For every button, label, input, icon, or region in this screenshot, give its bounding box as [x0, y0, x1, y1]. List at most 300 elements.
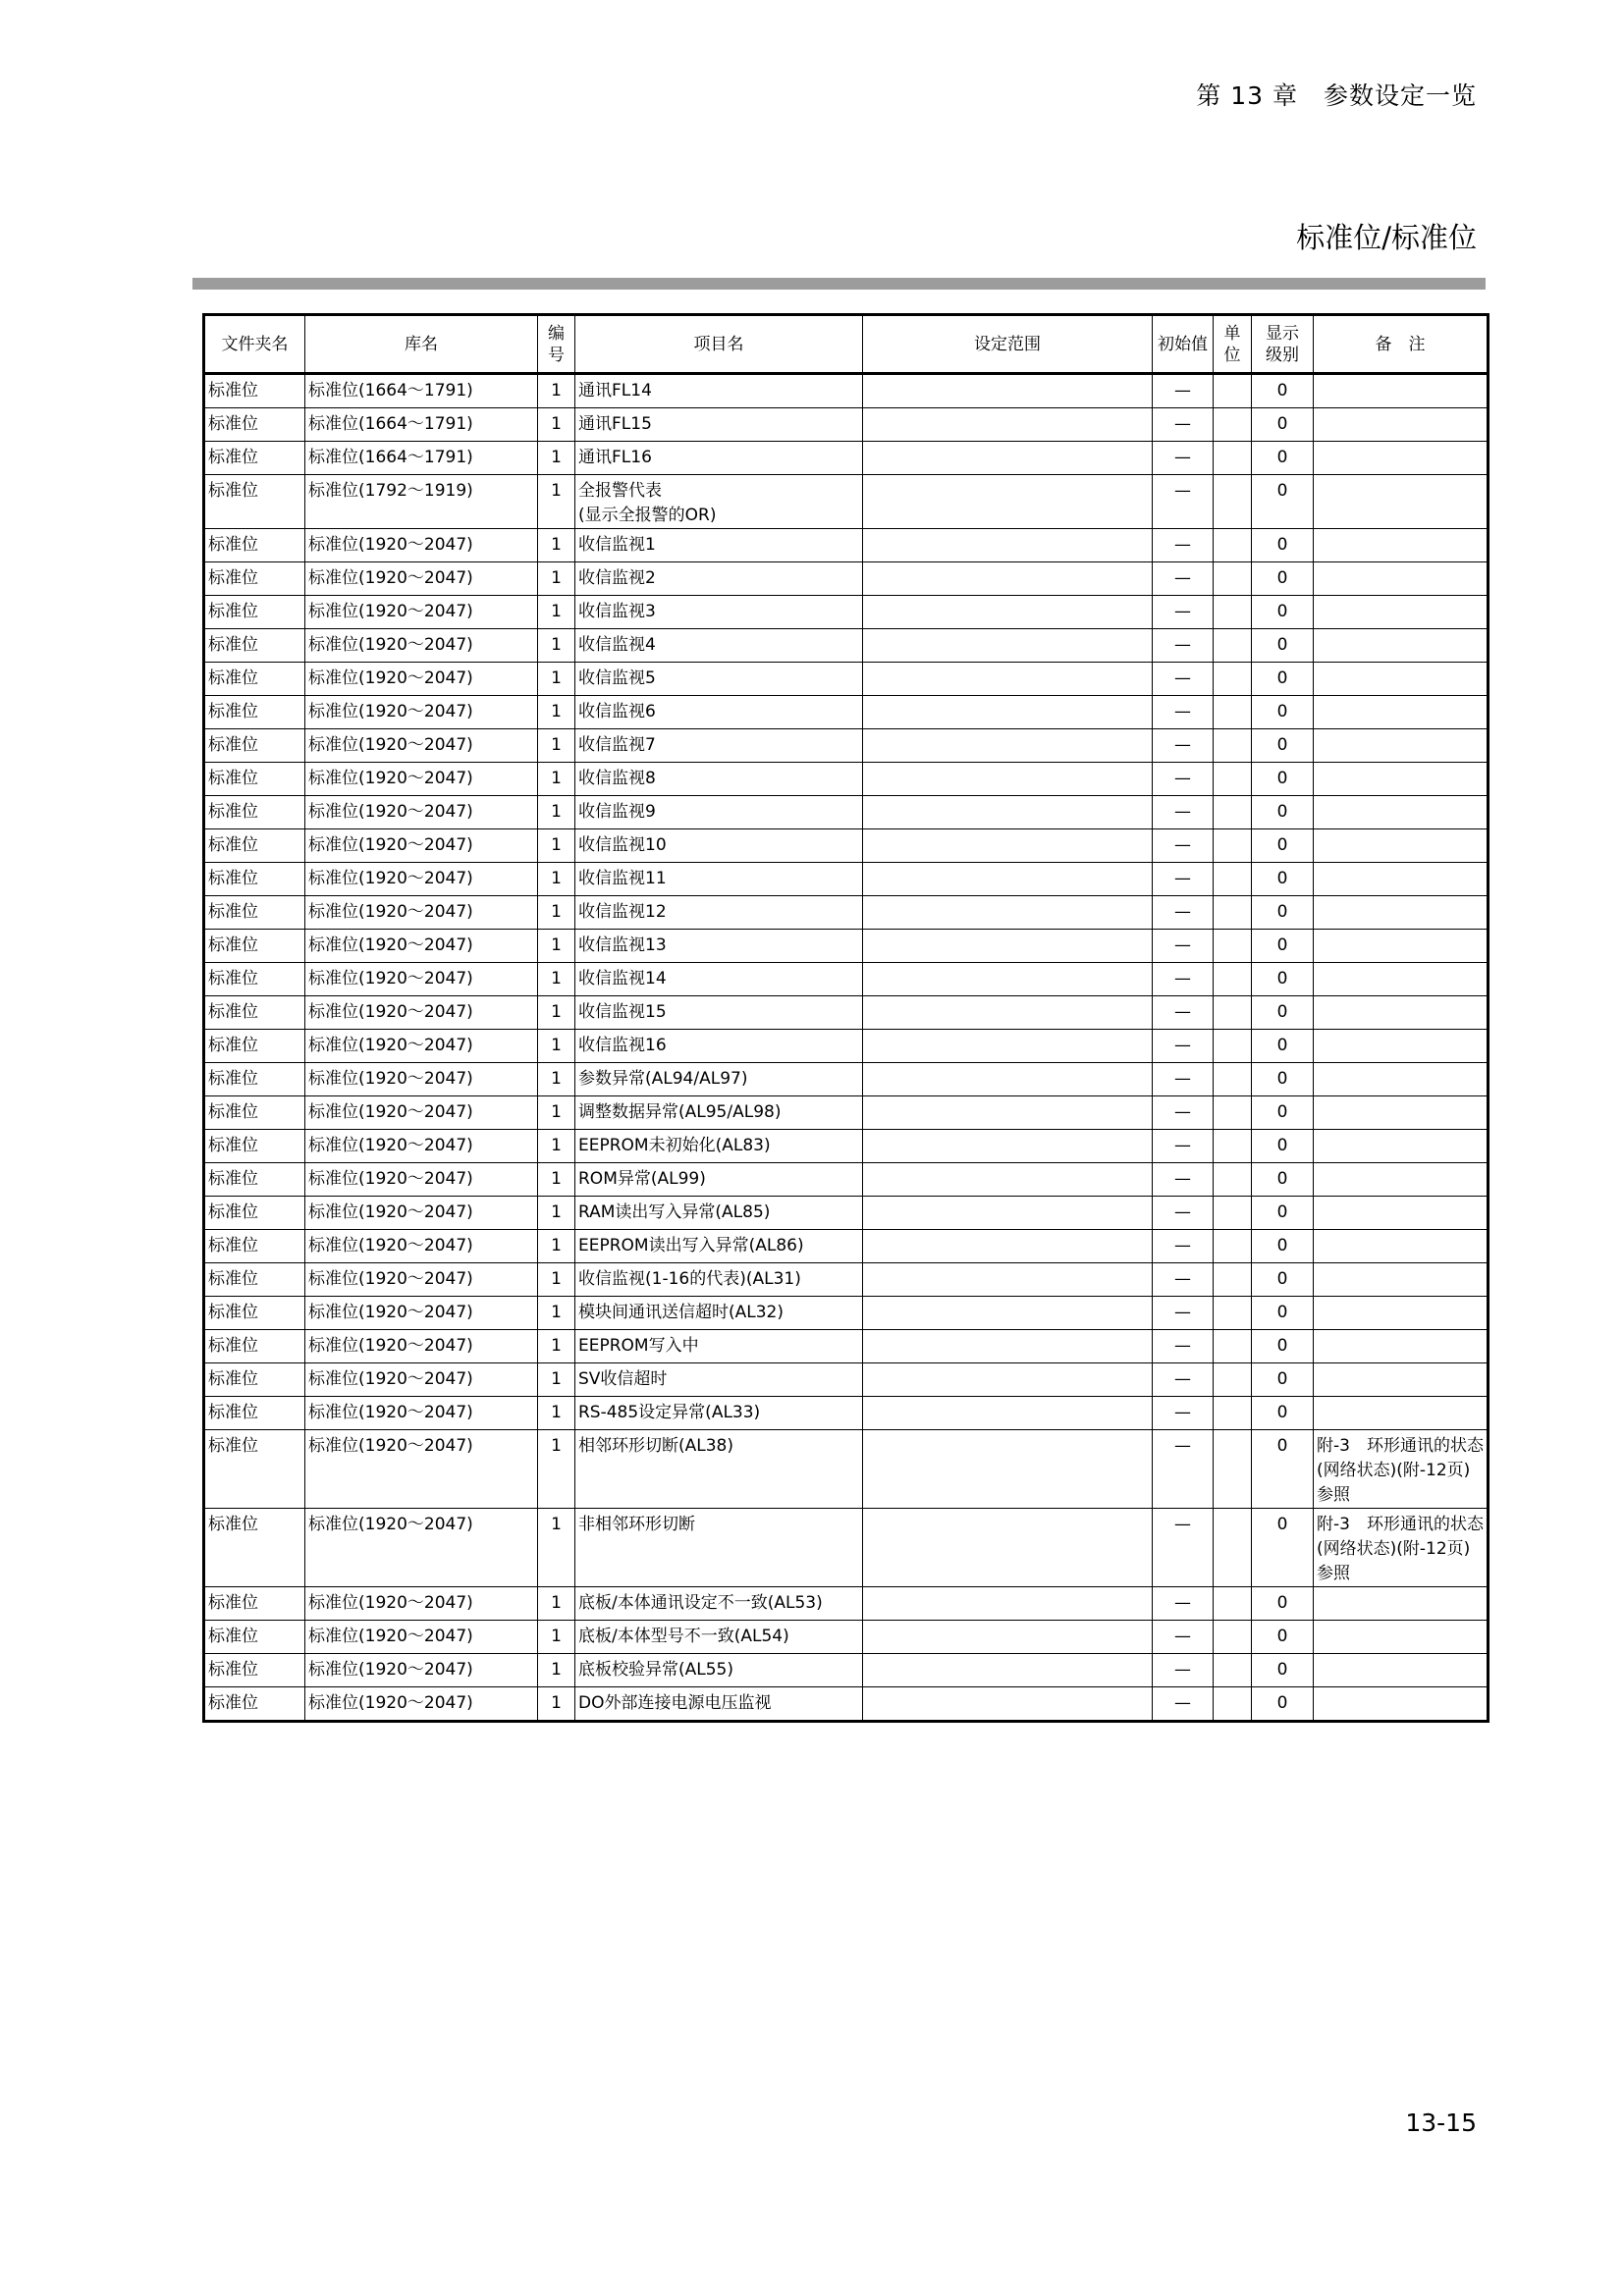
cell-initial-value: — [1153, 1430, 1214, 1509]
cell-number: 1 [538, 1430, 575, 1509]
cell-library: 标准位(1920～2047) [305, 629, 538, 663]
cell-unit [1214, 1263, 1252, 1297]
parameter-table [202, 313, 1489, 1723]
table-row [204, 1096, 1489, 1130]
table-row [204, 1430, 1489, 1509]
cell-setting-range [863, 374, 1153, 408]
cell-setting-range [863, 1163, 1153, 1197]
cell-note [1314, 1063, 1489, 1096]
cell-note [1314, 1297, 1489, 1330]
cell-note: 附-3 环形通讯的状态(网络状态)(附-12页)参照 [1314, 1509, 1489, 1587]
cell-note [1314, 562, 1489, 596]
cell-number: 1 [538, 1230, 575, 1263]
table-row [204, 763, 1489, 796]
table-row [204, 529, 1489, 562]
cell-number: 1 [538, 963, 575, 996]
cell-number: 1 [538, 1363, 575, 1397]
cell-library: 标准位(1920～2047) [305, 1197, 538, 1230]
cell-number: 1 [538, 629, 575, 663]
column-header-initial: 初始值 [1153, 315, 1214, 374]
cell-library: 标准位(1920～2047) [305, 1509, 538, 1587]
cell-number: 1 [538, 475, 575, 529]
cell-number: 1 [538, 1197, 575, 1230]
cell-folder: 标准位 [204, 1587, 305, 1621]
cell-folder: 标准位 [204, 996, 305, 1030]
column-header-note: 备 注 [1314, 315, 1489, 374]
cell-item-name: 收信监视2 [575, 562, 863, 596]
cell-display-level: 0 [1252, 1030, 1314, 1063]
cell-note [1314, 796, 1489, 829]
cell-library: 标准位(1920～2047) [305, 996, 538, 1030]
cell-note [1314, 1230, 1489, 1263]
cell-note [1314, 996, 1489, 1030]
column-header-library: 库名 [305, 315, 538, 374]
cell-setting-range [863, 963, 1153, 996]
cell-item-name: SV收信超时 [575, 1363, 863, 1397]
cell-initial-value: — [1153, 374, 1214, 408]
cell-item-name: EEPROM读出写入异常(AL86) [575, 1230, 863, 1263]
cell-item-name: DO外部连接电源电压监视 [575, 1687, 863, 1722]
cell-folder: 标准位 [204, 1130, 305, 1163]
cell-initial-value: — [1153, 1297, 1214, 1330]
cell-initial-value: — [1153, 1363, 1214, 1397]
cell-setting-range [863, 1297, 1153, 1330]
cell-folder: 标准位 [204, 1230, 305, 1263]
cell-library: 标准位(1920～2047) [305, 696, 538, 729]
cell-display-level: 0 [1252, 596, 1314, 629]
cell-unit [1214, 1621, 1252, 1654]
cell-library: 标准位(1920～2047) [305, 1230, 538, 1263]
cell-setting-range [863, 1621, 1153, 1654]
cell-number: 1 [538, 763, 575, 796]
cell-display-level: 0 [1252, 1297, 1314, 1330]
table-row [204, 663, 1489, 696]
cell-initial-value: — [1153, 1687, 1214, 1722]
cell-folder: 标准位 [204, 1163, 305, 1197]
cell-number: 1 [538, 896, 575, 930]
cell-library: 标准位(1920～2047) [305, 1363, 538, 1397]
cell-note [1314, 596, 1489, 629]
cell-unit [1214, 1163, 1252, 1197]
cell-folder: 标准位 [204, 374, 305, 408]
cell-setting-range [863, 1397, 1153, 1430]
cell-library: 标准位(1920～2047) [305, 863, 538, 896]
cell-initial-value: — [1153, 1654, 1214, 1687]
cell-library: 标准位(1920～2047) [305, 1163, 538, 1197]
cell-setting-range [863, 1430, 1153, 1509]
cell-setting-range [863, 863, 1153, 896]
table-header-row [204, 315, 1489, 374]
cell-library: 标准位(1920～2047) [305, 529, 538, 562]
cell-display-level: 0 [1252, 829, 1314, 863]
cell-initial-value: — [1153, 863, 1214, 896]
cell-library: 标准位(1920～2047) [305, 1030, 538, 1063]
column-header-range: 设定范围 [863, 315, 1153, 374]
cell-folder: 标准位 [204, 796, 305, 829]
cell-initial-value: — [1153, 1621, 1214, 1654]
cell-setting-range [863, 1263, 1153, 1297]
cell-initial-value: — [1153, 1330, 1214, 1363]
cell-initial-value: — [1153, 1130, 1214, 1163]
cell-display-level: 0 [1252, 408, 1314, 442]
cell-item-name: 收信监视11 [575, 863, 863, 896]
cell-note [1314, 763, 1489, 796]
cell-number: 1 [538, 442, 575, 475]
cell-item-name: 收信监视13 [575, 930, 863, 963]
cell-unit [1214, 1096, 1252, 1130]
cell-folder: 标准位 [204, 442, 305, 475]
cell-folder: 标准位 [204, 1509, 305, 1587]
cell-item-name: EEPROM未初始化(AL83) [575, 1130, 863, 1163]
table-row [204, 1263, 1489, 1297]
cell-library: 标准位(1920～2047) [305, 1263, 538, 1297]
cell-folder: 标准位 [204, 1363, 305, 1397]
cell-unit [1214, 529, 1252, 562]
cell-unit [1214, 442, 1252, 475]
cell-display-level: 0 [1252, 896, 1314, 930]
cell-folder: 标准位 [204, 475, 305, 529]
cell-number: 1 [538, 863, 575, 896]
cell-unit [1214, 1430, 1252, 1509]
cell-folder: 标准位 [204, 1621, 305, 1654]
cell-unit [1214, 796, 1252, 829]
cell-setting-range [863, 1654, 1153, 1687]
cell-note [1314, 930, 1489, 963]
cell-item-name: RAM读出写入异常(AL85) [575, 1197, 863, 1230]
cell-number: 1 [538, 529, 575, 562]
cell-item-name: 收信监视9 [575, 796, 863, 829]
cell-library: 标准位(1920～2047) [305, 1654, 538, 1687]
cell-unit [1214, 696, 1252, 729]
table-row [204, 696, 1489, 729]
cell-unit [1214, 1197, 1252, 1230]
cell-library: 标准位(1920～2047) [305, 1397, 538, 1430]
cell-display-level: 0 [1252, 1397, 1314, 1430]
cell-unit [1214, 1230, 1252, 1263]
cell-initial-value: — [1153, 729, 1214, 763]
table-row [204, 1587, 1489, 1621]
cell-display-level: 0 [1252, 796, 1314, 829]
cell-display-level: 0 [1252, 475, 1314, 529]
cell-setting-range [863, 1230, 1153, 1263]
cell-unit [1214, 1297, 1252, 1330]
cell-number: 1 [538, 1587, 575, 1621]
cell-setting-range [863, 1330, 1153, 1363]
cell-setting-range [863, 796, 1153, 829]
cell-item-name: RS-485设定异常(AL33) [575, 1397, 863, 1430]
cell-folder: 标准位 [204, 896, 305, 930]
cell-unit [1214, 663, 1252, 696]
cell-setting-range [863, 1363, 1153, 1397]
cell-unit [1214, 963, 1252, 996]
cell-display-level: 0 [1252, 1130, 1314, 1163]
cell-unit [1214, 896, 1252, 930]
cell-setting-range [863, 1096, 1153, 1130]
table-row [204, 729, 1489, 763]
cell-number: 1 [538, 1297, 575, 1330]
cell-note [1314, 475, 1489, 529]
cell-library: 标准位(1920～2047) [305, 963, 538, 996]
cell-item-name: 非相邻环形切断 [575, 1509, 863, 1587]
page-number: 13-15 [1405, 2109, 1477, 2137]
column-header-number: 编号 [538, 315, 575, 374]
cell-unit [1214, 1363, 1252, 1397]
cell-initial-value: — [1153, 1509, 1214, 1587]
cell-item-name: 底板/本体型号不一致(AL54) [575, 1621, 863, 1654]
table-row [204, 1030, 1489, 1063]
cell-number: 1 [538, 1509, 575, 1587]
cell-folder: 标准位 [204, 562, 305, 596]
cell-initial-value: — [1153, 1263, 1214, 1297]
cell-item-name: 收信监视16 [575, 1030, 863, 1063]
cell-unit [1214, 596, 1252, 629]
cell-display-level: 0 [1252, 1509, 1314, 1587]
table-row [204, 1230, 1489, 1263]
cell-setting-range [863, 829, 1153, 863]
cell-unit [1214, 996, 1252, 1030]
cell-note [1314, 408, 1489, 442]
section-divider [192, 278, 1486, 290]
cell-library: 标准位(1920～2047) [305, 596, 538, 629]
cell-folder: 标准位 [204, 829, 305, 863]
table-row [204, 1163, 1489, 1197]
cell-note [1314, 696, 1489, 729]
cell-note [1314, 442, 1489, 475]
cell-item-name: 收信监视14 [575, 963, 863, 996]
cell-setting-range [863, 729, 1153, 763]
table-row [204, 1509, 1489, 1587]
cell-initial-value: — [1153, 1397, 1214, 1430]
cell-display-level: 0 [1252, 1063, 1314, 1096]
cell-note [1314, 829, 1489, 863]
table-row [204, 374, 1489, 408]
cell-note [1314, 1330, 1489, 1363]
cell-folder: 标准位 [204, 663, 305, 696]
cell-folder: 标准位 [204, 963, 305, 996]
cell-library: 标准位(1920～2047) [305, 1430, 538, 1509]
section-title: 标准位/标准位 [1296, 221, 1477, 254]
cell-setting-range [863, 1130, 1153, 1163]
cell-display-level: 0 [1252, 1096, 1314, 1130]
cell-number: 1 [538, 1096, 575, 1130]
cell-number: 1 [538, 930, 575, 963]
cell-setting-range [863, 1509, 1153, 1587]
table-row [204, 1297, 1489, 1330]
cell-initial-value: — [1153, 1063, 1214, 1096]
table-row [204, 562, 1489, 596]
cell-item-name: 参数异常(AL94/AL97) [575, 1063, 863, 1096]
cell-note [1314, 374, 1489, 408]
cell-display-level: 0 [1252, 996, 1314, 1030]
table-row [204, 629, 1489, 663]
column-header-folder: 文件夹名 [204, 315, 305, 374]
cell-number: 1 [538, 374, 575, 408]
cell-note [1314, 1030, 1489, 1063]
cell-unit [1214, 475, 1252, 529]
cell-setting-range [863, 529, 1153, 562]
cell-note [1314, 1621, 1489, 1654]
cell-library: 标准位(1792～1919) [305, 475, 538, 529]
cell-unit [1214, 930, 1252, 963]
cell-display-level: 0 [1252, 930, 1314, 963]
cell-setting-range [863, 1063, 1153, 1096]
cell-note [1314, 1130, 1489, 1163]
chapter-title: 第 13 章 参数设定一览 [1196, 81, 1477, 110]
cell-unit [1214, 1687, 1252, 1722]
cell-note [1314, 1096, 1489, 1130]
cell-setting-range [863, 1687, 1153, 1722]
cell-setting-range [863, 696, 1153, 729]
cell-initial-value: — [1153, 796, 1214, 829]
cell-library: 标准位(1920～2047) [305, 930, 538, 963]
cell-initial-value: — [1153, 696, 1214, 729]
cell-display-level: 0 [1252, 1587, 1314, 1621]
cell-library: 标准位(1920～2047) [305, 829, 538, 863]
cell-number: 1 [538, 596, 575, 629]
cell-item-name: 收信监视10 [575, 829, 863, 863]
cell-unit [1214, 1130, 1252, 1163]
cell-item-name: 底板校验异常(AL55) [575, 1654, 863, 1687]
cell-item-name: 收信监视4 [575, 629, 863, 663]
cell-number: 1 [538, 1030, 575, 1063]
table-row [204, 1621, 1489, 1654]
cell-display-level: 0 [1252, 763, 1314, 796]
cell-setting-range [863, 930, 1153, 963]
cell-folder: 标准位 [204, 1197, 305, 1230]
cell-library: 标准位(1920～2047) [305, 729, 538, 763]
cell-initial-value: — [1153, 529, 1214, 562]
cell-initial-value: — [1153, 1096, 1214, 1130]
column-header-level: 显示 级别 [1252, 315, 1314, 374]
cell-setting-range [863, 663, 1153, 696]
cell-setting-range [863, 1030, 1153, 1063]
cell-setting-range [863, 1197, 1153, 1230]
cell-number: 1 [538, 1621, 575, 1654]
table-row [204, 1397, 1489, 1430]
cell-folder: 标准位 [204, 930, 305, 963]
cell-library: 标准位(1920～2047) [305, 1587, 538, 1621]
cell-display-level: 0 [1252, 696, 1314, 729]
cell-folder: 标准位 [204, 1263, 305, 1297]
cell-number: 1 [538, 996, 575, 1030]
cell-unit [1214, 562, 1252, 596]
cell-item-name: 通讯FL15 [575, 408, 863, 442]
table-row [204, 863, 1489, 896]
cell-number: 1 [538, 1330, 575, 1363]
cell-display-level: 0 [1252, 1654, 1314, 1687]
cell-note [1314, 1587, 1489, 1621]
cell-item-name: ROM异常(AL99) [575, 1163, 863, 1197]
cell-folder: 标准位 [204, 529, 305, 562]
cell-display-level: 0 [1252, 629, 1314, 663]
cell-number: 1 [538, 1397, 575, 1430]
cell-unit [1214, 1063, 1252, 1096]
cell-note [1314, 963, 1489, 996]
cell-number: 1 [538, 1263, 575, 1297]
cell-setting-range [863, 1587, 1153, 1621]
cell-display-level: 0 [1252, 562, 1314, 596]
cell-note [1314, 1687, 1489, 1722]
cell-display-level: 0 [1252, 1621, 1314, 1654]
cell-initial-value: — [1153, 829, 1214, 863]
cell-number: 1 [538, 663, 575, 696]
cell-initial-value: — [1153, 408, 1214, 442]
cell-folder: 标准位 [204, 1297, 305, 1330]
table-row [204, 1363, 1489, 1397]
cell-library: 标准位(1920～2047) [305, 562, 538, 596]
cell-unit [1214, 629, 1252, 663]
cell-number: 1 [538, 408, 575, 442]
cell-item-name: 收信监视5 [575, 663, 863, 696]
cell-library: 标准位(1664～1791) [305, 408, 538, 442]
cell-display-level: 0 [1252, 1330, 1314, 1363]
cell-initial-value: — [1153, 896, 1214, 930]
cell-item-name: 收信监视8 [575, 763, 863, 796]
cell-display-level: 0 [1252, 1230, 1314, 1263]
cell-unit [1214, 829, 1252, 863]
cell-folder: 标准位 [204, 408, 305, 442]
cell-setting-range [863, 562, 1153, 596]
table-row [204, 475, 1489, 529]
cell-display-level: 0 [1252, 1687, 1314, 1722]
cell-initial-value: — [1153, 1030, 1214, 1063]
cell-unit [1214, 408, 1252, 442]
cell-folder: 标准位 [204, 629, 305, 663]
cell-item-name: 收信监视(1-16的代表)(AL31) [575, 1263, 863, 1297]
cell-unit [1214, 1587, 1252, 1621]
cell-note [1314, 1654, 1489, 1687]
cell-display-level: 0 [1252, 729, 1314, 763]
cell-library: 标准位(1920～2047) [305, 1063, 538, 1096]
table-row [204, 896, 1489, 930]
cell-note [1314, 1397, 1489, 1430]
column-header-unit: 单位 [1214, 315, 1252, 374]
cell-note [1314, 896, 1489, 930]
cell-display-level: 0 [1252, 1363, 1314, 1397]
cell-setting-range [863, 442, 1153, 475]
cell-library: 标准位(1920～2047) [305, 796, 538, 829]
cell-folder: 标准位 [204, 596, 305, 629]
cell-display-level: 0 [1252, 1263, 1314, 1297]
cell-library: 标准位(1920～2047) [305, 1096, 538, 1130]
cell-number: 1 [538, 1063, 575, 1096]
cell-note [1314, 629, 1489, 663]
cell-number: 1 [538, 829, 575, 863]
cell-folder: 标准位 [204, 729, 305, 763]
cell-number: 1 [538, 796, 575, 829]
cell-note [1314, 1197, 1489, 1230]
cell-display-level: 0 [1252, 1430, 1314, 1509]
table-row [204, 1330, 1489, 1363]
cell-initial-value: — [1153, 663, 1214, 696]
cell-folder: 标准位 [204, 1687, 305, 1722]
cell-folder: 标准位 [204, 1330, 305, 1363]
table-body [204, 374, 1489, 1722]
cell-item-name: 收信监视1 [575, 529, 863, 562]
cell-library: 标准位(1920～2047) [305, 1621, 538, 1654]
cell-unit [1214, 1397, 1252, 1430]
cell-number: 1 [538, 729, 575, 763]
cell-display-level: 0 [1252, 529, 1314, 562]
cell-setting-range [863, 896, 1153, 930]
table-row [204, 796, 1489, 829]
cell-item-name: 调整数据异常(AL95/AL98) [575, 1096, 863, 1130]
cell-item-name: 底板/本体通讯设定不一致(AL53) [575, 1587, 863, 1621]
cell-item-name: 收信监视7 [575, 729, 863, 763]
cell-item-name: 相邻环形切断(AL38) [575, 1430, 863, 1509]
cell-unit [1214, 863, 1252, 896]
cell-number: 1 [538, 696, 575, 729]
